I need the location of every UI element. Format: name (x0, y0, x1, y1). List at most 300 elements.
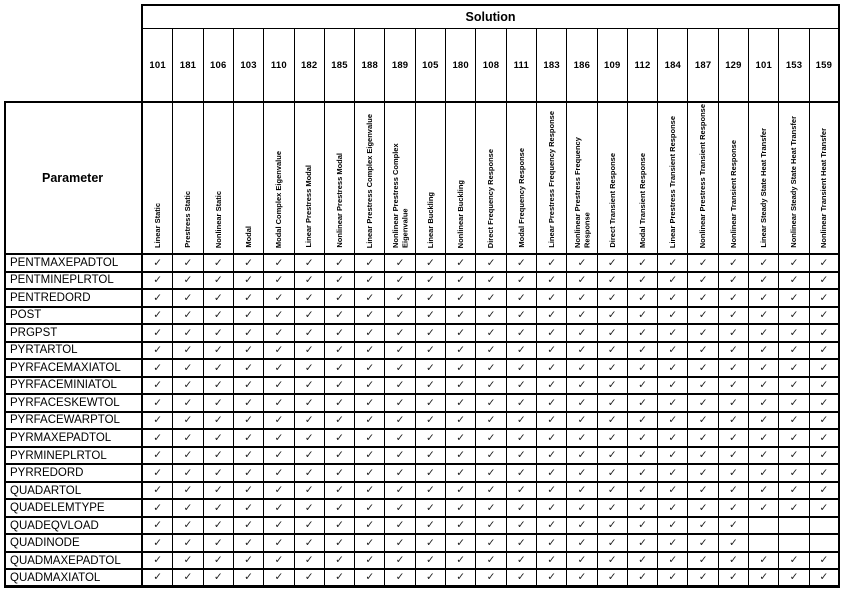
check-cell (204, 255, 234, 273)
solution-code-cell: 183 (537, 29, 567, 103)
checkmark-icon: ✓ (759, 256, 769, 269)
check-cell (416, 518, 446, 536)
checkmark-icon: ✓ (607, 484, 617, 497)
checkmark-icon: ✓ (244, 379, 253, 392)
check-cell (749, 360, 779, 378)
checkmark-icon: ✓ (638, 519, 647, 532)
check-cell (688, 570, 718, 588)
check-cell (204, 413, 234, 431)
solution-code-cell: 110 (264, 29, 294, 103)
checkmark-icon: ✓ (395, 326, 405, 339)
check-cell (476, 518, 506, 536)
checkmark-icon: ✓ (183, 519, 193, 532)
check-cell (719, 500, 749, 518)
checkmark-icon: ✓ (274, 344, 284, 357)
checkmark-icon: ✓ (638, 344, 647, 357)
check-cell (537, 465, 567, 483)
check-cell (264, 273, 294, 291)
checkmark-icon: ✓ (213, 274, 223, 287)
check-cell (779, 413, 809, 431)
checkmark-icon: ✓ (335, 361, 344, 374)
check-cell (416, 378, 446, 396)
check-cell (446, 553, 476, 571)
check-cell (537, 483, 567, 501)
check-cell (446, 535, 476, 553)
check-cell (719, 570, 749, 588)
checkmark-icon: ✓ (607, 449, 617, 462)
checkmark-icon: ✓ (425, 326, 435, 339)
checkmark-icon: ✓ (729, 274, 738, 287)
check-cell (173, 430, 203, 448)
check-cell (749, 325, 779, 343)
checkmark-icon: ✓ (335, 414, 344, 427)
check-cell (476, 308, 506, 326)
check-cell (779, 290, 809, 308)
checkmark-icon: ✓ (274, 431, 284, 444)
check-cell (658, 413, 688, 431)
check-cell (234, 255, 264, 273)
check-cell (446, 273, 476, 291)
checkmark-icon: ✓ (274, 396, 284, 409)
check-cell (295, 448, 325, 466)
checkmark-icon: ✓ (789, 309, 799, 322)
check-cell (598, 483, 628, 501)
check-cell (295, 483, 325, 501)
check-cell (204, 465, 234, 483)
checkmark-icon: ✓ (213, 414, 223, 427)
checkmark-icon: ✓ (668, 554, 678, 567)
check-cell (537, 255, 567, 273)
check-cell (779, 430, 809, 448)
checkmark-icon: ✓ (729, 396, 738, 409)
check-cell (537, 448, 567, 466)
checkmark-icon: ✓ (425, 291, 435, 304)
checkmark-icon: ✓ (577, 379, 587, 392)
checkmark-icon: ✓ (638, 431, 647, 444)
checkmark-icon: ✓ (789, 431, 799, 444)
checkmark-icon: ✓ (698, 466, 708, 479)
checkmark-icon: ✓ (547, 571, 556, 584)
check-cell (688, 535, 718, 553)
check-cell (295, 518, 325, 536)
checkmark-icon: ✓ (668, 484, 678, 497)
checkmark-icon: ✓ (698, 501, 708, 514)
parameter-row-label: PYRFACEMINIATOL (4, 378, 143, 396)
checkmark-icon: ✓ (183, 291, 193, 304)
parameter-row-label: QUADELEMTYPE (4, 500, 143, 518)
checkmark-icon: ✓ (365, 291, 375, 304)
checkmark-icon: ✓ (819, 256, 829, 269)
solution-code-cell: 182 (295, 29, 325, 103)
check-cell (355, 570, 385, 588)
check-cell (507, 395, 537, 413)
checkmark-icon: ✓ (456, 571, 466, 584)
checkmark-icon: ✓ (577, 431, 587, 444)
checkmark-icon: ✓ (153, 291, 163, 304)
check-cell (143, 535, 173, 553)
check-cell (416, 413, 446, 431)
check-cell (598, 570, 628, 588)
check-cell (688, 413, 718, 431)
checkmark-icon: ✓ (638, 291, 647, 304)
checkmark-icon: ✓ (729, 571, 738, 584)
check-cell (598, 413, 628, 431)
solution-type-label: Linear Prestress Transient Response (668, 115, 678, 248)
checkmark-icon: ✓ (698, 536, 708, 549)
checkmark-icon: ✓ (638, 256, 647, 269)
check-cell (688, 483, 718, 501)
check-cell (173, 465, 203, 483)
solution-type-label: Linear Steady State Heat Transfer (759, 128, 769, 248)
checkmark-icon: ✓ (547, 466, 556, 479)
check-cell (143, 325, 173, 343)
checkmark-icon: ✓ (819, 554, 829, 567)
solution-code-cell: 103 (234, 29, 264, 103)
check-cell (507, 570, 537, 588)
check-cell (325, 465, 355, 483)
check-cell (446, 325, 476, 343)
check-cell (355, 483, 385, 501)
check-cell (385, 273, 415, 291)
check-cell (537, 553, 567, 571)
checkmark-icon: ✓ (607, 554, 617, 567)
check-cell (476, 500, 506, 518)
checkmark-icon: ✓ (274, 326, 284, 339)
checkmark-icon: ✓ (365, 396, 375, 409)
checkmark-icon: ✓ (668, 344, 678, 357)
checkmark-icon: ✓ (335, 256, 344, 269)
checkmark-icon: ✓ (304, 361, 314, 374)
checkmark-icon: ✓ (638, 361, 647, 374)
check-cell (446, 378, 476, 396)
checkmark-icon: ✓ (213, 309, 223, 322)
checkmark-icon: ✓ (304, 536, 314, 549)
check-cell (810, 483, 840, 501)
check-cell (355, 273, 385, 291)
check-cell (567, 395, 597, 413)
checkmark-icon: ✓ (456, 344, 466, 357)
solution-code-cell: 188 (355, 29, 385, 103)
check-cell (416, 255, 446, 273)
checkmark-icon: ✓ (607, 536, 617, 549)
checkmark-icon: ✓ (456, 361, 466, 374)
check-cell (476, 360, 506, 378)
check-cell (658, 570, 688, 588)
check-cell (143, 413, 173, 431)
check-cell (476, 553, 506, 571)
solution-code-cell: 101 (749, 29, 779, 103)
check-cell (355, 465, 385, 483)
checkmark-icon: ✓ (395, 379, 405, 392)
checkmark-icon: ✓ (577, 536, 587, 549)
check-cell (810, 465, 840, 483)
solution-type-label: Nonlinear Steady State Heat Transfer (789, 116, 799, 248)
check-cell (295, 430, 325, 448)
checkmark-icon: ✓ (304, 484, 314, 497)
checkmark-icon: ✓ (547, 309, 556, 322)
empty-cell (810, 518, 840, 536)
check-cell (416, 273, 446, 291)
checkmark-icon: ✓ (274, 484, 284, 497)
check-cell (810, 378, 840, 396)
check-cell (416, 290, 446, 308)
checkmark-icon: ✓ (213, 571, 223, 584)
solution-type-header (143, 103, 173, 255)
solution-type-label: Linear Prestress Modal (304, 165, 314, 248)
checkmark-icon: ✓ (456, 431, 466, 444)
check-cell (173, 378, 203, 396)
checkmark-icon: ✓ (789, 554, 799, 567)
check-cell (204, 325, 234, 343)
check-cell (385, 483, 415, 501)
checkmark-icon: ✓ (789, 379, 799, 392)
checkmark-icon: ✓ (244, 274, 253, 287)
checkmark-icon: ✓ (819, 326, 829, 339)
checkmark-icon: ✓ (547, 519, 556, 532)
check-cell (385, 325, 415, 343)
check-cell (234, 465, 264, 483)
checkmark-icon: ✓ (335, 519, 344, 532)
checkmark-icon: ✓ (759, 361, 769, 374)
check-cell (749, 343, 779, 361)
checkmark-icon: ✓ (395, 554, 405, 567)
check-cell (173, 413, 203, 431)
solution-type-label: Linear Prestress Frequency Response (546, 111, 556, 248)
solution-code-cell: 185 (325, 29, 355, 103)
checkmark-icon: ✓ (486, 519, 496, 532)
checkmark-icon: ✓ (456, 326, 466, 339)
check-cell (476, 378, 506, 396)
checkmark-icon: ✓ (698, 344, 708, 357)
checkmark-icon: ✓ (819, 466, 829, 479)
check-cell (628, 535, 658, 553)
checkmark-icon: ✓ (486, 326, 496, 339)
check-cell (507, 465, 537, 483)
checkmark-icon: ✓ (668, 571, 678, 584)
checkmark-icon: ✓ (759, 484, 769, 497)
solution-code-cell: 186 (567, 29, 597, 103)
check-cell (476, 430, 506, 448)
checkmark-icon: ✓ (365, 484, 375, 497)
checkmark-icon: ✓ (698, 291, 708, 304)
check-cell (416, 553, 446, 571)
check-cell (204, 290, 234, 308)
checkmark-icon: ✓ (274, 449, 284, 462)
checkmark-icon: ✓ (516, 554, 526, 567)
check-cell (598, 378, 628, 396)
checkmark-icon: ✓ (304, 256, 314, 269)
checkmark-icon: ✓ (304, 449, 314, 462)
check-cell (507, 343, 537, 361)
solution-type-label: Linear Buckling (425, 191, 435, 248)
check-cell (416, 448, 446, 466)
check-cell (598, 500, 628, 518)
checkmark-icon: ✓ (153, 256, 163, 269)
checkmark-icon: ✓ (759, 554, 769, 567)
check-cell (173, 308, 203, 326)
checkmark-icon: ✓ (244, 466, 253, 479)
check-cell (658, 553, 688, 571)
check-cell (476, 273, 506, 291)
checkmark-icon: ✓ (425, 501, 435, 514)
checkmark-icon: ✓ (789, 414, 799, 427)
check-cell (234, 290, 264, 308)
check-cell (234, 535, 264, 553)
checkmark-icon: ✓ (577, 554, 587, 567)
check-cell (537, 378, 567, 396)
check-cell (779, 255, 809, 273)
checkmark-icon: ✓ (456, 414, 466, 427)
checkmark-icon: ✓ (274, 466, 284, 479)
check-cell (446, 483, 476, 501)
check-cell (385, 465, 415, 483)
checkmark-icon: ✓ (607, 291, 617, 304)
checkmark-icon: ✓ (516, 291, 526, 304)
checkmark-icon: ✓ (153, 361, 163, 374)
checkmark-icon: ✓ (486, 379, 496, 392)
checkmark-icon: ✓ (759, 344, 769, 357)
check-cell (143, 343, 173, 361)
checkmark-icon: ✓ (183, 414, 193, 427)
solution-type-header (416, 103, 446, 255)
check-cell (325, 553, 355, 571)
check-cell (476, 325, 506, 343)
check-cell (264, 448, 294, 466)
checkmark-icon: ✓ (607, 519, 617, 532)
checkmark-icon: ✓ (213, 396, 223, 409)
solution-code-cell: 153 (779, 29, 809, 103)
checkmark-icon: ✓ (335, 379, 344, 392)
checkmark-icon: ✓ (274, 519, 284, 532)
checkmark-icon: ✓ (365, 274, 375, 287)
check-cell (567, 518, 597, 536)
checkmark-icon: ✓ (213, 431, 223, 444)
checkmark-icon: ✓ (365, 449, 375, 462)
check-cell (779, 273, 809, 291)
parameter-row-label: PYRMINEPLRTOL (4, 448, 143, 466)
checkmark-icon: ✓ (729, 379, 738, 392)
check-cell (598, 518, 628, 536)
checkmark-icon: ✓ (486, 501, 496, 514)
checkmark-icon: ✓ (425, 361, 435, 374)
solution-type-label: Modal (243, 226, 253, 248)
check-cell (173, 290, 203, 308)
solution-code-cell: 111 (507, 29, 537, 103)
check-cell (446, 430, 476, 448)
check-cell (385, 395, 415, 413)
check-cell (567, 343, 597, 361)
check-cell (355, 448, 385, 466)
check-cell (810, 325, 840, 343)
check-cell (688, 308, 718, 326)
check-cell (355, 535, 385, 553)
check-cell (719, 325, 749, 343)
checkmark-icon: ✓ (365, 571, 375, 584)
check-cell (567, 570, 597, 588)
check-cell (295, 290, 325, 308)
check-cell (658, 378, 688, 396)
check-cell (507, 325, 537, 343)
checkmark-icon: ✓ (819, 501, 829, 514)
checkmark-icon: ✓ (244, 291, 253, 304)
check-cell (507, 430, 537, 448)
checkmark-icon: ✓ (213, 554, 223, 567)
checkmark-icon: ✓ (213, 291, 223, 304)
check-cell (628, 553, 658, 571)
checkmark-icon: ✓ (395, 571, 405, 584)
check-cell (537, 570, 567, 588)
solution-type-header (264, 103, 294, 255)
checkmark-icon: ✓ (516, 344, 526, 357)
check-cell (567, 273, 597, 291)
check-cell (537, 360, 567, 378)
checkmark-icon: ✓ (365, 414, 375, 427)
checkmark-icon: ✓ (425, 519, 435, 532)
checkmark-icon: ✓ (668, 519, 678, 532)
solution-type-label: Nonlinear Prestress Frequency Response (572, 137, 591, 248)
solution-type-label: Nonlinear Static (213, 190, 223, 248)
check-cell (688, 343, 718, 361)
solution-code-cell: 180 (446, 29, 476, 103)
check-cell (295, 570, 325, 588)
checkmark-icon: ✓ (789, 326, 799, 339)
checkmark-icon: ✓ (395, 519, 405, 532)
check-cell (628, 378, 658, 396)
check-cell (507, 483, 537, 501)
check-cell (264, 343, 294, 361)
checkmark-icon: ✓ (395, 309, 405, 322)
check-cell (325, 448, 355, 466)
checkmark-icon: ✓ (789, 291, 799, 304)
check-cell (325, 290, 355, 308)
check-cell (173, 570, 203, 588)
check-cell (234, 413, 264, 431)
check-cell (567, 448, 597, 466)
solution-type-label: Linear Static (152, 202, 162, 248)
check-cell (567, 308, 597, 326)
checkmark-icon: ✓ (274, 361, 284, 374)
checkmark-icon: ✓ (729, 484, 738, 497)
check-cell (204, 378, 234, 396)
checkmark-icon: ✓ (183, 449, 193, 462)
check-cell (688, 360, 718, 378)
empty-cell (779, 518, 809, 536)
check-cell (628, 448, 658, 466)
parameter-row-label: PYRMAXEPADTOL (4, 430, 143, 448)
check-cell (143, 570, 173, 588)
check-cell (173, 483, 203, 501)
checkmark-icon: ✓ (153, 449, 163, 462)
check-cell (385, 343, 415, 361)
checkmark-icon: ✓ (425, 449, 435, 462)
checkmark-icon: ✓ (607, 396, 617, 409)
checkmark-icon: ✓ (668, 431, 678, 444)
check-cell (658, 500, 688, 518)
check-cell (325, 378, 355, 396)
checkmark-icon: ✓ (486, 536, 496, 549)
check-cell (355, 308, 385, 326)
check-cell (810, 553, 840, 571)
check-cell (325, 413, 355, 431)
check-cell (567, 255, 597, 273)
checkmark-icon: ✓ (759, 274, 769, 287)
check-cell (779, 360, 809, 378)
check-cell (628, 325, 658, 343)
checkmark-icon: ✓ (607, 571, 617, 584)
checkmark-icon: ✓ (547, 431, 556, 444)
checkmark-icon: ✓ (274, 536, 284, 549)
check-cell (810, 273, 840, 291)
